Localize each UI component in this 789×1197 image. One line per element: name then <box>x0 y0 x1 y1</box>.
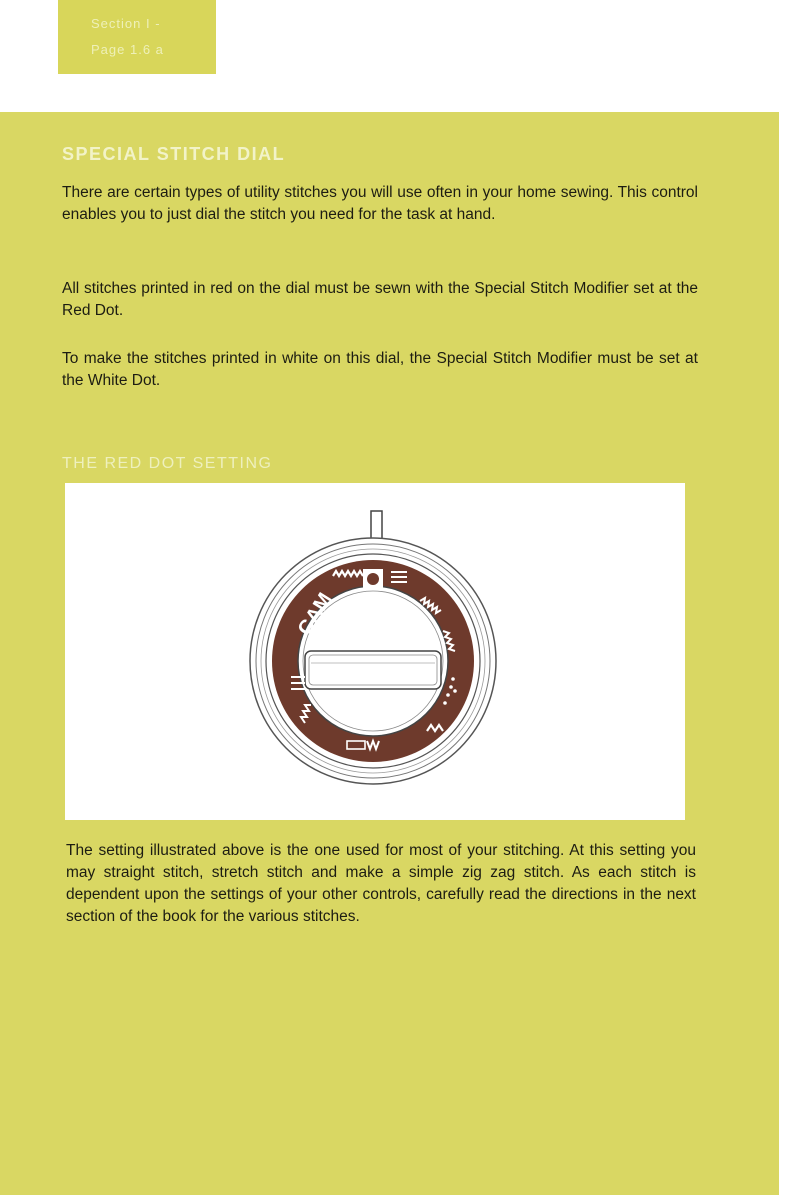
paragraph-white-dot: To make the stitches printed in white on this dial, the Special Stitch Modifier must be set at the White Dot. <box>62 350 698 389</box>
caption-paragraph: The setting illustrated above is the one used for most of your stitching. At this setting you may straight stitch, stretch stitch and make a simple zig zag stitch. As each stitch is dependent upon the settings of your other controls, carefully read the directions in the next section of the book for the various stitches. <box>66 842 696 925</box>
section-label: Section I - <box>91 16 161 31</box>
stitch-dial-svg <box>65 483 685 820</box>
section-subtitle: THE RED DOT SETTING <box>62 455 273 472</box>
content-panel <box>0 112 779 1195</box>
section-tab <box>58 0 216 74</box>
paragraph-intro: There are certain types of utility stitches you will use often in your home sewing. This control enables you to just dial the stitch you need for the task at hand. <box>62 184 698 223</box>
cam-label: CAM <box>293 589 337 640</box>
dial-grip <box>305 651 441 689</box>
page-label: Page 1.6 a <box>91 42 164 57</box>
paragraph-red-dot: All stitches printed in red on the dial must be sewn with the Special Stitch Modifier set at the Red Dot. <box>62 280 698 319</box>
dial-illustration <box>65 483 685 820</box>
page-title: SPECIAL STITCH DIAL <box>62 144 286 164</box>
red-dot-marker <box>367 573 379 585</box>
